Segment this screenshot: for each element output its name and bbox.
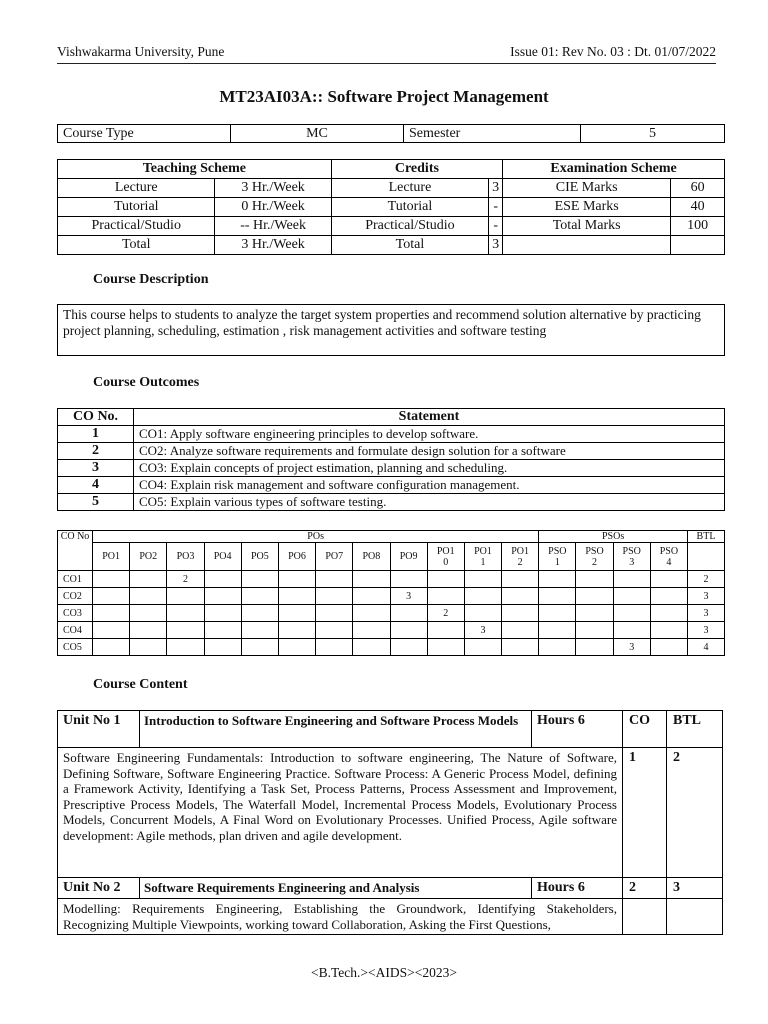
mapping-header-row-2 xyxy=(58,543,725,571)
po-value xyxy=(502,622,539,639)
pso-value xyxy=(576,571,613,588)
unit2-co-value: 2 xyxy=(623,878,667,899)
po-value xyxy=(204,571,241,588)
pso-value xyxy=(613,588,650,605)
exam-value xyxy=(671,236,725,255)
header-divider xyxy=(57,63,716,64)
co-number: 3 xyxy=(58,460,134,477)
po-value xyxy=(167,622,204,639)
co-number: 5 xyxy=(58,494,134,511)
po-heading: PO1 1 xyxy=(464,543,501,571)
po-value xyxy=(464,639,501,656)
footer-program: <B.Tech.><AIDS><2023> xyxy=(311,965,457,980)
pso-value: 3 xyxy=(613,639,650,656)
pso-value xyxy=(650,622,687,639)
mapping-row xyxy=(58,639,725,656)
co-no-col-heading: CO No xyxy=(58,531,93,571)
outcome-row xyxy=(58,460,725,477)
pso-value xyxy=(576,605,613,622)
unit1-title: Introduction to Software Engineering and Software Process Models xyxy=(140,711,532,748)
co-po-mapping-table xyxy=(57,530,725,656)
exam-label: Total Marks xyxy=(503,217,671,236)
course-outcomes-table xyxy=(57,408,725,511)
po-value xyxy=(93,571,130,588)
course-type-row xyxy=(58,125,725,143)
outcome-row xyxy=(58,494,725,511)
teaching-label: Tutorial xyxy=(58,198,215,217)
co-statement: CO5: Explain various types of software testing. xyxy=(134,494,725,511)
semester-value: 5 xyxy=(581,125,725,143)
po-value xyxy=(130,622,167,639)
po-value: 2 xyxy=(167,571,204,588)
po-value xyxy=(93,639,130,656)
unit1-btl-value: 2 xyxy=(667,748,723,878)
po-value xyxy=(93,622,130,639)
btl-value: 3 xyxy=(688,605,725,622)
po-value xyxy=(278,605,315,622)
co-number: 4 xyxy=(58,477,134,494)
pso-value xyxy=(539,571,576,588)
po-value xyxy=(278,571,315,588)
po-value xyxy=(427,571,464,588)
co-statement: CO2: Analyze software requirements and formulate design solution for a software xyxy=(134,443,725,460)
teaching-label: Total xyxy=(58,236,215,255)
po-value xyxy=(241,605,278,622)
scheme-row xyxy=(58,198,725,217)
unit2-title: Software Requirements Engineering and Analysis xyxy=(140,878,532,899)
exam-label: CIE Marks xyxy=(503,179,671,198)
pso-value xyxy=(576,639,613,656)
mapping-row xyxy=(58,571,725,588)
pso-value xyxy=(613,571,650,588)
co-statement: CO4: Explain risk management and software configuration management. xyxy=(134,477,725,494)
teaching-scheme-heading: Teaching Scheme xyxy=(58,160,332,179)
po-value xyxy=(93,605,130,622)
po-heading: PO4 xyxy=(204,543,241,571)
po-value xyxy=(93,588,130,605)
credit-label: Total xyxy=(331,236,488,255)
po-value xyxy=(390,639,427,656)
po-value xyxy=(316,639,353,656)
po-value xyxy=(390,571,427,588)
co-statement: CO3: Explain concepts of project estimation, planning and scheduling. xyxy=(134,460,725,477)
mapping-header-row-1 xyxy=(58,531,725,543)
po-value xyxy=(204,588,241,605)
course-outcomes-heading: Course Outcomes xyxy=(93,375,200,390)
po-heading: PO3 xyxy=(167,543,204,571)
exam-value: 100 xyxy=(671,217,725,236)
unit2-btl-value: 3 xyxy=(667,878,723,899)
po-value xyxy=(464,571,501,588)
credit-value: 3 xyxy=(489,236,503,255)
po-value xyxy=(278,622,315,639)
scheme-row xyxy=(58,179,725,198)
mapping-co-label: CO4 xyxy=(58,622,93,639)
po-value xyxy=(130,588,167,605)
po-value xyxy=(427,639,464,656)
university-name: Vishwakarma University, Pune xyxy=(57,44,225,59)
po-value xyxy=(241,588,278,605)
btl-value: 2 xyxy=(688,571,725,588)
po-value xyxy=(241,639,278,656)
outcomes-header-row xyxy=(58,409,725,426)
credit-label: Tutorial xyxy=(331,198,488,217)
btl-heading: BTL xyxy=(688,531,725,543)
course-content-heading: Course Content xyxy=(93,677,188,692)
outcome-row xyxy=(58,477,725,494)
course-description-text: This course helps to students to analyze the target system properties and recommend solution alternative by practicing project planning, scheduling, estimation , risk management activities and software testing xyxy=(57,304,725,356)
credit-value: 3 xyxy=(489,179,503,198)
po-value xyxy=(464,588,501,605)
scheme-body xyxy=(58,179,725,255)
semester-label: Semester xyxy=(404,125,581,143)
po-heading: PO2 xyxy=(130,543,167,571)
exam-label: ESE Marks xyxy=(503,198,671,217)
exam-scheme-heading: Examination Scheme xyxy=(503,160,725,179)
psos-heading: PSOs xyxy=(539,531,688,543)
teaching-label: Practical/Studio xyxy=(58,217,215,236)
po-value xyxy=(130,605,167,622)
course-type-value: MC xyxy=(231,125,404,143)
pso-value xyxy=(613,622,650,639)
po-value xyxy=(167,588,204,605)
pso-heading: PSO 2 xyxy=(576,543,613,571)
co-statement: CO1: Apply software engineering principles to develop software. xyxy=(134,426,725,443)
pso-value xyxy=(650,639,687,656)
mapping-body xyxy=(58,571,725,656)
pso-heading: PSO 3 xyxy=(613,543,650,571)
pso-value xyxy=(613,605,650,622)
po-value xyxy=(278,639,315,656)
po-value: 2 xyxy=(427,605,464,622)
unit2-co-blank xyxy=(623,899,667,935)
exam-value: 40 xyxy=(671,198,725,217)
po-value xyxy=(502,639,539,656)
po-value xyxy=(241,622,278,639)
unit1-header-row xyxy=(58,711,723,748)
pso-value xyxy=(576,588,613,605)
pso-heading: PSO 4 xyxy=(650,543,687,571)
pso-value xyxy=(539,639,576,656)
unit2-hours: Hours 6 xyxy=(532,878,623,899)
scheme-row xyxy=(58,217,725,236)
teaching-value: 3 Hr./Week xyxy=(215,236,331,255)
po-heading: PO8 xyxy=(353,543,390,571)
po-heading: PO5 xyxy=(241,543,278,571)
co-number: 1 xyxy=(58,426,134,443)
pso-value xyxy=(650,571,687,588)
credit-label: Practical/Studio xyxy=(331,217,488,236)
po-value: 3 xyxy=(464,622,501,639)
course-type-table xyxy=(57,124,725,143)
mapping-row xyxy=(58,605,725,622)
course-content-table xyxy=(57,710,723,935)
credit-value: - xyxy=(489,198,503,217)
teaching-label: Lecture xyxy=(58,179,215,198)
teaching-value: 3 Hr./Week xyxy=(215,179,331,198)
unit1-number: Unit No 1 xyxy=(58,711,140,748)
btl-value: 3 xyxy=(688,622,725,639)
po-value xyxy=(167,605,204,622)
pso-value xyxy=(650,588,687,605)
pso-value xyxy=(539,588,576,605)
pso-value xyxy=(650,605,687,622)
co-no-heading: CO No. xyxy=(58,409,134,426)
po-value xyxy=(502,605,539,622)
btl-subheading-blank xyxy=(688,543,725,571)
course-description-heading: Course Description xyxy=(93,272,209,287)
credit-value: - xyxy=(489,217,503,236)
btl-value: 3 xyxy=(688,588,725,605)
po-value xyxy=(241,571,278,588)
issue-info: Issue 01: Rev No. 03 : Dt. 01/07/2022 xyxy=(510,44,716,59)
po-value xyxy=(353,588,390,605)
unit1-co-value: 1 xyxy=(623,748,667,878)
po-value xyxy=(502,588,539,605)
mapping-co-label: CO3 xyxy=(58,605,93,622)
unit2-btl-blank xyxy=(667,899,723,935)
unit1-body-row xyxy=(58,748,723,878)
po-value xyxy=(316,571,353,588)
po-value xyxy=(390,622,427,639)
credit-label: Lecture xyxy=(331,179,488,198)
po-value xyxy=(427,622,464,639)
unit1-hours: Hours 6 xyxy=(532,711,623,748)
mapping-row xyxy=(58,622,725,639)
pso-heading: PSO 1 xyxy=(539,543,576,571)
po-value xyxy=(130,571,167,588)
po-value xyxy=(130,639,167,656)
statement-heading: Statement xyxy=(134,409,725,426)
po-heading: PO1 xyxy=(93,543,130,571)
pso-value xyxy=(539,605,576,622)
po-value xyxy=(353,639,390,656)
mapping-co-label: CO1 xyxy=(58,571,93,588)
teaching-value: 0 Hr./Week xyxy=(215,198,331,217)
course-type-label: Course Type xyxy=(58,125,231,143)
po-value xyxy=(204,639,241,656)
scheme-header-row xyxy=(58,160,725,179)
exam-label xyxy=(503,236,671,255)
po-value xyxy=(204,605,241,622)
pos-heading: POs xyxy=(93,531,539,543)
mapping-co-label: CO2 xyxy=(58,588,93,605)
unit1-co-label: CO xyxy=(623,711,667,748)
outcomes-body xyxy=(58,426,725,511)
unit1-btl-label: BTL xyxy=(667,711,723,748)
mapping-row xyxy=(58,588,725,605)
po-heading: PO1 2 xyxy=(502,543,539,571)
scheme-table xyxy=(57,159,725,255)
po-value xyxy=(390,605,427,622)
scheme-row xyxy=(58,236,725,255)
po-value xyxy=(316,588,353,605)
po-value xyxy=(353,571,390,588)
exam-value: 60 xyxy=(671,179,725,198)
po-value xyxy=(316,622,353,639)
btl-value: 4 xyxy=(688,639,725,656)
unit2-content: Modelling: Requirements Engineering, Establishing the Groundwork, Identifying Stakeholders, Recognizing Multiple Viewpoints, working toward Collaboration, Asking the First Questions, xyxy=(58,899,623,935)
po-heading: PO6 xyxy=(278,543,315,571)
credits-heading: Credits xyxy=(331,160,502,179)
po-value xyxy=(427,588,464,605)
outcome-row xyxy=(58,443,725,460)
mapping-co-label: CO5 xyxy=(58,639,93,656)
unit1-content: Software Engineering Fundamentals: Introduction to software engineering, The Nature of Software, Defining Software, Software Engineering Practice. Software Process: A Generic Process Model, defining a Framework Activity, Identifying a Task Set, Process Patterns, Process Assessment and Improvement, Prescriptive Process Models, The Waterfall Model, Incremental Process Models, Evolutionary Process Models, Concurrent Models, A Final Word on Evolutionary Processes. Unified Process, Agile software development: Agile methods, plan driven and agile development. xyxy=(58,748,623,878)
page-title: MT23AI03A:: Software Project Management xyxy=(219,87,549,106)
pso-value xyxy=(539,622,576,639)
po-heading: PO1 0 xyxy=(427,543,464,571)
teaching-value: -- Hr./Week xyxy=(215,217,331,236)
unit2-header-row xyxy=(58,878,723,899)
pso-value xyxy=(576,622,613,639)
po-value xyxy=(316,605,353,622)
po-heading: PO9 xyxy=(390,543,427,571)
po-value xyxy=(353,605,390,622)
po-value xyxy=(204,622,241,639)
po-value xyxy=(353,622,390,639)
po-value xyxy=(502,571,539,588)
po-value: 3 xyxy=(390,588,427,605)
co-number: 2 xyxy=(58,443,134,460)
po-heading: PO7 xyxy=(316,543,353,571)
outcome-row xyxy=(58,426,725,443)
unit2-number: Unit No 2 xyxy=(58,878,140,899)
unit2-body-row xyxy=(58,899,723,935)
po-value xyxy=(167,639,204,656)
po-value xyxy=(278,588,315,605)
po-value xyxy=(464,605,501,622)
